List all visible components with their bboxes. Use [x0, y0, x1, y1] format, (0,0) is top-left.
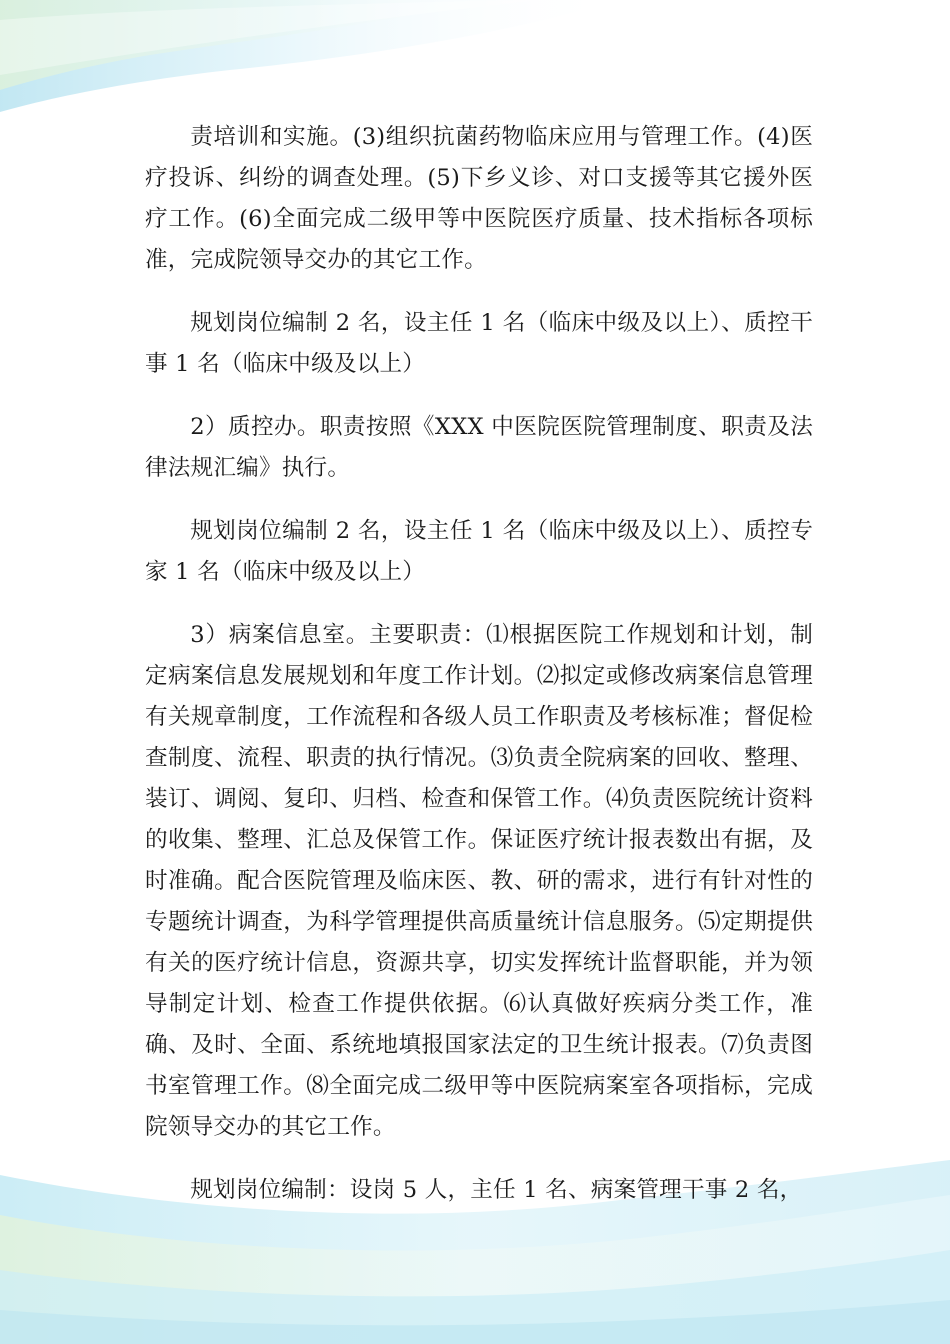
paragraph-quality-control-office: 2）质控办。职责按照《XXX 中医院医院管理制度、职责及法律法规汇编》执行。 — [145, 414, 813, 481]
paragraph-medical-records-office: 3）病案信息室。主要职责：⑴根据医院工作规划和计划，制定病案信息发展规划和年度工作计划。⑵拟定或修改病案信息管理有关规章制度，工作流程和各级人员工作职责及考核标准；督促检查制度、流程、职责的执行情况。⑶负责全院病案的回收、整理、装订、调阅、复印、归档、检查和保管工作。⑷负责医院统计资料的收集、整理、汇总及保管工作。保证医疗统计报表数出有据，及时准确。配合医院管理及临床医、教、研的需求，进行有针对性的专题统计调查，为科学管理提供高质量统计信息服务。⑸定期提供有关的医疗统计信息，资源共享，切实发挥统计监督职能，并为领导制定计划、检查工作提供依据。⑹认真做好疾病分类工作，准确、及时、全面、系统地填报国家法定的卫生统计报表。⑺负责图书室管理工作。⑻全面完成二级甲等中医院病案室各项指标，完成院领导交办的其它工作。 — [145, 622, 813, 1140]
paragraph-staffing-medical-office: 规划岗位编制 2 名，设主任 1 名（临床中级及以上）、质控干事 1 名（临床中级及以上） — [145, 310, 813, 377]
document-body — [145, 117, 813, 1211]
paragraph-duties-continued: 责培训和实施。(3)组织抗菌药物临床应用与管理工作。(4)医疗投诉、纠纷的调查处理。(5)下乡义诊、对口支援等其它援外医疗工作。(6)全面完成二级甲等中医院医疗质量、技术指标各项标准，完成院领导交办的其它工作。 — [145, 124, 813, 273]
paragraph-staffing-quality-control: 规划岗位编制 2 名，设主任 1 名（临床中级及以上）、质控专家 1 名（临床中级及以上） — [145, 518, 813, 585]
paragraph-staffing-medical-records: 规划岗位编制：设岗 5 人，主任 1 名、病案管理干事 2 名， — [190, 1177, 803, 1203]
